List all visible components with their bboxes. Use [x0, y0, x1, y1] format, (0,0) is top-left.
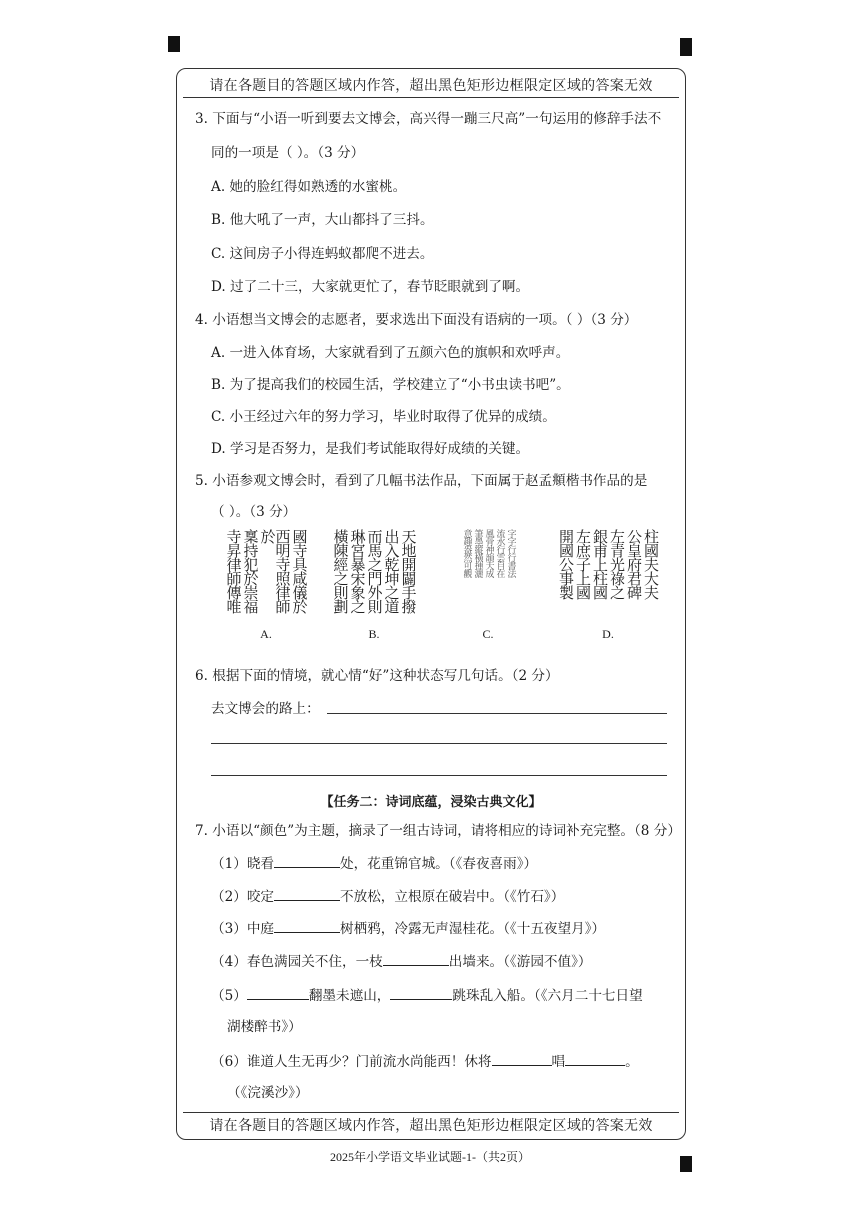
q3-stem-line2: 同的一项是（ ）。（3 分）	[211, 145, 365, 161]
q7-item-6-middle: 唱	[551, 1054, 566, 1070]
q7-item-6-cont: （《浣溪沙》）	[227, 1085, 309, 1101]
calligraphy-c-column: 筆墨縱橫揮灑	[472, 529, 483, 577]
q7-item-3-before: （3）中庭	[211, 921, 275, 937]
q7-item-6-end: 。	[625, 1054, 639, 1070]
q5-stem-line2: （ ）。（3 分）	[211, 504, 297, 520]
q7-blank-5a[interactable]	[247, 985, 309, 1000]
q3-stem-line1: 3. 下面与“小语一听到要去文博会，高兴得一蹦三尺高”一句运用的修辞手法不	[195, 111, 662, 127]
q7-item-3-after: 树栖鸦，冷露无声湿桂花。（《十五夜望月》）	[340, 921, 606, 937]
q7-item-4-after: 出墙来。（《游园不值》）	[448, 954, 592, 970]
answer-area-notice-top: 请在各题目的答题区域内作答，超出黑色矩形边框限定区域的答案无效	[209, 78, 653, 94]
calligraphy-d-label: D.	[602, 627, 614, 641]
calligraphy-b-label: B.	[368, 627, 380, 641]
calligraphy-d-column: 開國公事製	[557, 529, 575, 599]
q4-option-c: C. 小王经过六年的努力学习，毕业时取得了优异的成绩。	[211, 409, 556, 425]
q4-option-d: D. 学习是否努力，是我们考试能取得好成绩的关键。	[211, 441, 530, 457]
header-rule	[183, 97, 679, 98]
q4-stem: 4. 小语想当文博会的志愿者，要求选出下面没有语病的一项。（ ）（3 分）	[195, 312, 638, 328]
calligraphy-sample-a	[224, 529, 309, 641]
q7-item-1-after: 处，花重锦官城。（《春夜喜雨》）	[340, 856, 538, 872]
q7-item-1-before: （1）晓看	[211, 856, 275, 872]
calligraphy-c-column: 風骨神韻天成	[483, 529, 494, 577]
q7-item-2-after: 不放松，立根原在破岩中。（《竹石》）	[340, 889, 565, 905]
footer-rule	[183, 1112, 679, 1113]
calligraphy-sample-c	[449, 529, 527, 639]
calligraphy-d-column: 銀甫上柱國	[591, 529, 609, 599]
q7-blank-5b[interactable]	[390, 985, 452, 1000]
calligraphy-c-label: C.	[482, 627, 494, 641]
calligraphy-c-column: 流水行雲自在	[494, 529, 505, 577]
calligraphy-b-column: 出入乾坤之道	[382, 529, 401, 613]
q7-item-6	[211, 1051, 639, 1072]
calligraphy-d-column: 柱國夫大夫	[642, 529, 660, 599]
q7-blank-6b[interactable]	[565, 1051, 625, 1066]
answer-area-notice-bottom: 请在各题目的答题区域内作答，超出黑色矩形边框限定区域的答案无效	[209, 1118, 653, 1134]
calligraphy-a-column: 稟持犯於崇福	[241, 529, 260, 613]
calligraphy-sample-d	[557, 529, 660, 641]
registration-mark-top-left	[168, 36, 180, 52]
calligraphy-a-column: 西明寺照律師於	[258, 529, 292, 613]
q7-item-1	[211, 853, 537, 874]
calligraphy-d-column: 公皇府君碑	[625, 529, 643, 599]
q7-item-5-after: 跳珠乱入船。（《六月二十七日望	[452, 988, 643, 1004]
calligraphy-a-column: 國寺具咸儀於	[290, 529, 309, 613]
q7-item-5-before: （5）	[211, 988, 247, 1004]
calligraphy-b-column: 而馬之門外則	[365, 529, 384, 613]
q7-blank-6a[interactable]	[492, 1051, 552, 1066]
calligraphy-d-column: 左庶子上國	[574, 529, 592, 599]
q7-item-4-before: （4）春色满园关不住，一枝	[211, 954, 383, 970]
calligraphy-a-label: A.	[260, 627, 272, 641]
q7-blank-4[interactable]	[383, 951, 449, 966]
calligraphy-a-column: 寺昇律師傳唯	[224, 529, 243, 613]
q6-answer-line-3[interactable]	[211, 775, 667, 776]
calligraphy-c-column: 字字行行書法	[505, 529, 516, 577]
q6-prompt: 去文博会的路上：	[211, 701, 320, 717]
q7-item-5-middle: 翻墨未遮山，	[308, 988, 391, 1004]
q5-stem-line1: 5. 小语参观文博会时，看到了几幅书法作品，下面属于赵孟頫楷书作品的是	[195, 473, 648, 489]
q6-stem: 6. 根据下面的情境，就心情“好”这种状态写几句话。（2 分）	[195, 668, 559, 684]
q3-option-b: B. 他大吼了一声，大山都抖了三抖。	[211, 212, 434, 228]
calligraphy-d-column: 左青光祿之	[608, 529, 626, 599]
calligraphy-c-column: 意趣盎然可觀	[461, 529, 472, 577]
q7-stem: 7. 小语以“颜色”为主题，摘录了一组古诗词，请将相应的诗词补充完整。（8 分）	[195, 823, 681, 839]
page-footer: 2025年小学语文毕业试题-1-（共2页）	[330, 1150, 530, 1164]
q7-item-2	[211, 886, 564, 907]
q7-blank-1[interactable]	[274, 853, 340, 868]
q4-option-b: B. 为了提高我们的校园生活，学校建立了“小书虫读书吧”。	[211, 377, 570, 393]
q7-item-6-before: （6）谁道人生无再少？门前流水尚能西！休将	[211, 1054, 492, 1070]
task2-heading: 【任务二：诗词底蕴，浸染古典文化】	[320, 795, 542, 810]
q6-answer-line-1[interactable]	[327, 713, 667, 714]
q7-item-5-cont: 湖楼醉书》）	[227, 1019, 302, 1035]
q7-item-4	[211, 951, 592, 972]
calligraphy-sample-b	[331, 529, 418, 641]
q3-option-a: A. 她的脸红得如熟透的水蜜桃。	[211, 179, 407, 195]
q7-item-3	[211, 918, 605, 939]
calligraphy-b-column: 琳宮暴宋象之	[348, 529, 367, 613]
answer-area-frame	[176, 68, 686, 1140]
q4-option-a: A. 一进入体育场，大家就看到了五颜六色的旗帜和欢呼声。	[211, 345, 570, 361]
q6-answer-line-2[interactable]	[211, 743, 667, 744]
q3-option-c: C. 这间房子小得连蚂蚁都爬不进去。	[211, 246, 434, 262]
q7-blank-3[interactable]	[274, 918, 340, 933]
calligraphy-b-column: 天地開闢手撥	[399, 529, 418, 613]
q7-item-2-before: （2）咬定	[211, 889, 275, 905]
q3-option-d: D. 过了二十三，大家就更忙了，春节眨眼就到了啊。	[211, 279, 530, 295]
registration-mark-top-right	[680, 38, 692, 56]
calligraphy-b-column: 橫陳經之則劃	[331, 529, 350, 613]
q7-item-5	[211, 985, 643, 1006]
q7-blank-2[interactable]	[274, 886, 340, 901]
